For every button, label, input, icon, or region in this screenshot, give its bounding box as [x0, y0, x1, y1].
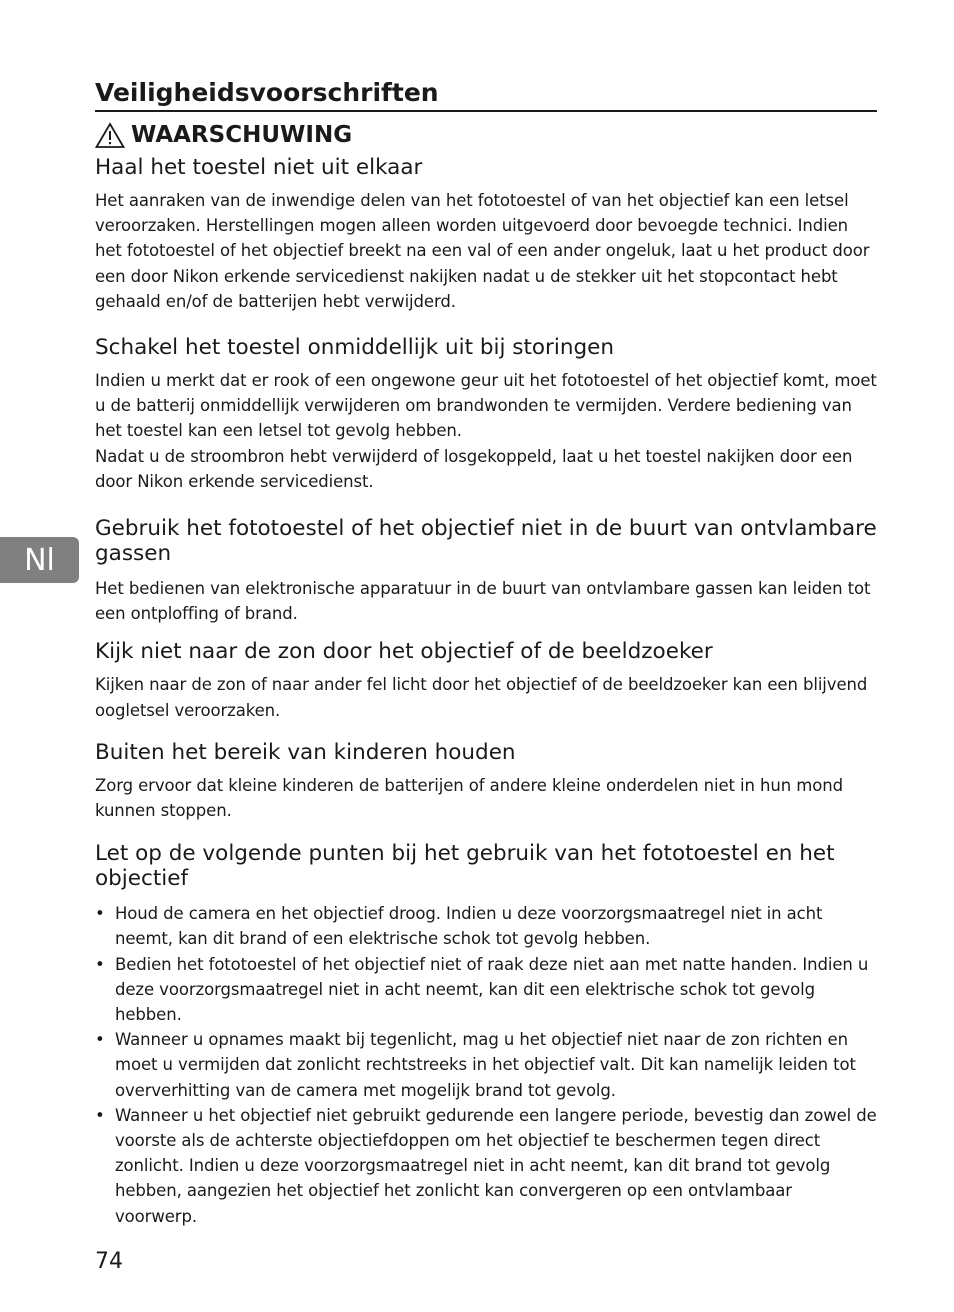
section-sun — [95, 640, 877, 722]
section-children — [95, 741, 877, 823]
section-flammable-gas — [95, 516, 877, 626]
section-heading: Schakel het toestel onmiddellijk uit bij storingen — [95, 335, 615, 361]
language-tab: Nl — [0, 537, 79, 583]
section-disassembly — [95, 156, 877, 314]
list-item: • Wanneer u het objectief niet gebruikt gedurende een langere periode, bevestig dan zowel de voorste als de achterste objectiefdoppen om het objectief te beschermen tegen direct zonlicht. Indien u deze voorzorgsmaatregel niet in acht neemt, kan dit brand tot gevolg hebben, aangezien het objectief het zonlicht kan convergeren op een ontvlambaar voorwerp. — [95, 1103, 877, 1229]
warning-heading — [95, 120, 877, 150]
section-usage-points — [95, 841, 877, 1229]
warning-label: WAARSCHUWING — [131, 122, 353, 148]
section-paragraph: Indien u merkt dat er rook of een ongewone geur uit het fototoestel of het objectief komt, moet u de batterij onmiddellijk verwijderen om brandwonden te vermijden. Verdere bediening van het toestel kan een letsel tot gevolg hebben. — [95, 371, 877, 441]
list-item: • Wanneer u opnames maakt bij tegenlicht, mag u het objectief niet naar de zon richten en moet u vermijden dat zonlicht rechtstreeks in het objectief valt. Dit kan namelijk leiden tot oververhitting van de camera met mogelijk brand tot gevolg. — [95, 1027, 877, 1103]
page-number: 74 — [95, 1249, 123, 1274]
warning-triangle-icon — [95, 122, 125, 149]
bullet-list — [95, 901, 877, 1229]
list-item: • Houd de camera en het objectief droog. Indien u deze voorzorgsmaatregel niet in acht neemt, kan dit brand of een elektrische schok tot gevolg hebben. — [95, 901, 877, 951]
section-paragraph: Het aanraken van de inwendige delen van het fototoestel of van het objectief kan een letsel veroorzaken. Herstellingen mogen alleen worden uitgevoerd door bevoegde technici. Indien het fototoestel of het objectief breekt na een val of een ander ongeluk, laat u het product door een door Nikon erkende servicedienst nakijken nadat u de stekker uit het stopcontact hebt gehaald en/of de batterijen hebt verwijderd. — [95, 191, 870, 311]
list-item: • Bedien het fototoestel of het objectief niet of raak deze niet aan met natte handen. Indien u deze voorzorgsmaatregel niet in acht neemt, kan dit een elektrische schok tot gevolg hebben. — [95, 952, 877, 1028]
section-paragraph: Nadat u de stroombron hebt verwijderd of losgekoppeld, laat u het toestel nakijken door een door Nikon erkende servicedienst. — [95, 446, 853, 491]
section-heading: Kijk niet naar de zon door het objectief of de beeldzoeker — [95, 639, 713, 665]
section-heading: Haal het toestel niet uit elkaar — [95, 155, 423, 180]
section-heading: Gebruik het fototoestel of het objectief niet in de buurt van ontvlambare gassen — [95, 516, 877, 567]
section-paragraph: Zorg ervoor dat kleine kinderen de batterijen of andere kleine onderdelen niet in hun mond kunnen stoppen. — [95, 775, 843, 821]
page-content — [95, 78, 877, 1229]
section-paragraph: Kijken naar de zon of naar ander fel licht door het objectief of de beeldzoeker kan een blijvend oogletsel veroorzaken. — [95, 675, 868, 720]
section-heading: Let op de volgende punten bij het gebruik van het fototoestel en het objectief — [95, 841, 835, 892]
section-paragraph: Het bedienen van elektronische apparatuur in de buurt van ontvlambare gassen kan leiden tot een ontploffing of brand. — [95, 579, 871, 624]
page-title: Veiligheidsvoorschriften — [95, 78, 877, 112]
section-heading: Buiten het bereik van kinderen houden — [95, 739, 516, 765]
section-malfunction — [95, 336, 877, 494]
